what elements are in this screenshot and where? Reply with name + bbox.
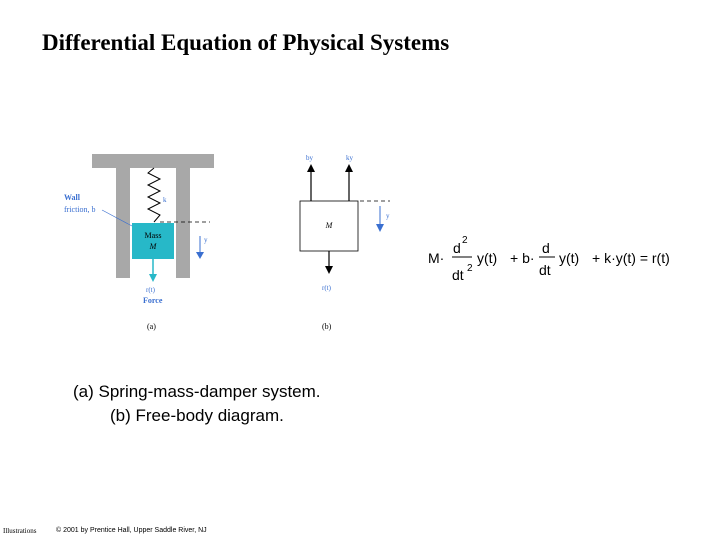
wall-friction-label-2: friction, b: [64, 205, 96, 214]
caption-b: (b) Free-body diagram.: [110, 406, 284, 425]
footer-copyright: © 2001 by Prentice Hall, Upper Saddle River, NJ: [56, 527, 207, 534]
mass-label: Mass: [144, 231, 162, 240]
force-label: Force: [143, 296, 163, 305]
spring-mass-damper-diagram: [64, 154, 214, 331]
force-arrowhead: [149, 274, 157, 282]
eq-yt-term-2: y(t): [559, 250, 580, 266]
spring: [148, 168, 160, 222]
right-wall: [176, 168, 190, 278]
free-body-diagram: [300, 154, 390, 331]
eq-d2-numerator: d: [453, 240, 461, 256]
eq-dt2-denominator: dt: [452, 267, 464, 283]
force-symbol: r(t): [146, 286, 155, 294]
left-wall: [116, 168, 130, 278]
spring-k-label: k: [163, 196, 167, 204]
eq-d1-numerator: d: [542, 240, 550, 256]
eq-d2-power: 2: [462, 235, 468, 246]
damper-force-label: by: [306, 154, 313, 162]
figure-b-sublabel: (b): [322, 322, 332, 331]
slide-title: Differential Equation of Physical Systems: [42, 30, 450, 55]
y-label: y: [204, 236, 208, 244]
figure-a-sublabel: (a): [147, 322, 156, 331]
mass-symbol: M: [149, 242, 157, 251]
eq-spring-and-force-term: + k·y(t) = r(t): [592, 250, 670, 266]
eq-mass-term: M·: [428, 250, 445, 266]
spring-force-arrowhead: [345, 164, 353, 172]
damper-force-arrowhead: [307, 164, 315, 172]
free-body-mass-symbol: M: [325, 221, 333, 230]
mass-block: [132, 223, 174, 259]
eq-yt-term-1: y(t): [477, 250, 498, 266]
eq-damping-term: + b·: [510, 250, 535, 266]
eq-dt2-power: 2: [467, 263, 473, 274]
ceiling-wall: [92, 154, 214, 168]
y-arrowhead: [196, 252, 204, 259]
mechanical-system-figure: [60, 148, 390, 338]
footer-section: Illustrations: [3, 527, 37, 535]
caption-a: (a) Spring-mass-damper system.: [73, 382, 321, 401]
wall-friction-label: Wall: [64, 193, 81, 202]
spring-force-label: ky: [346, 154, 353, 162]
free-body-y-label: y: [386, 212, 390, 220]
applied-force-label: r(t): [322, 284, 331, 292]
applied-force-arrowhead: [325, 266, 333, 274]
slide-footer: [3, 527, 207, 535]
eq-dt1-denominator: dt: [539, 262, 551, 278]
differential-equation: [425, 230, 690, 290]
free-body-y-arrowhead: [376, 224, 384, 232]
